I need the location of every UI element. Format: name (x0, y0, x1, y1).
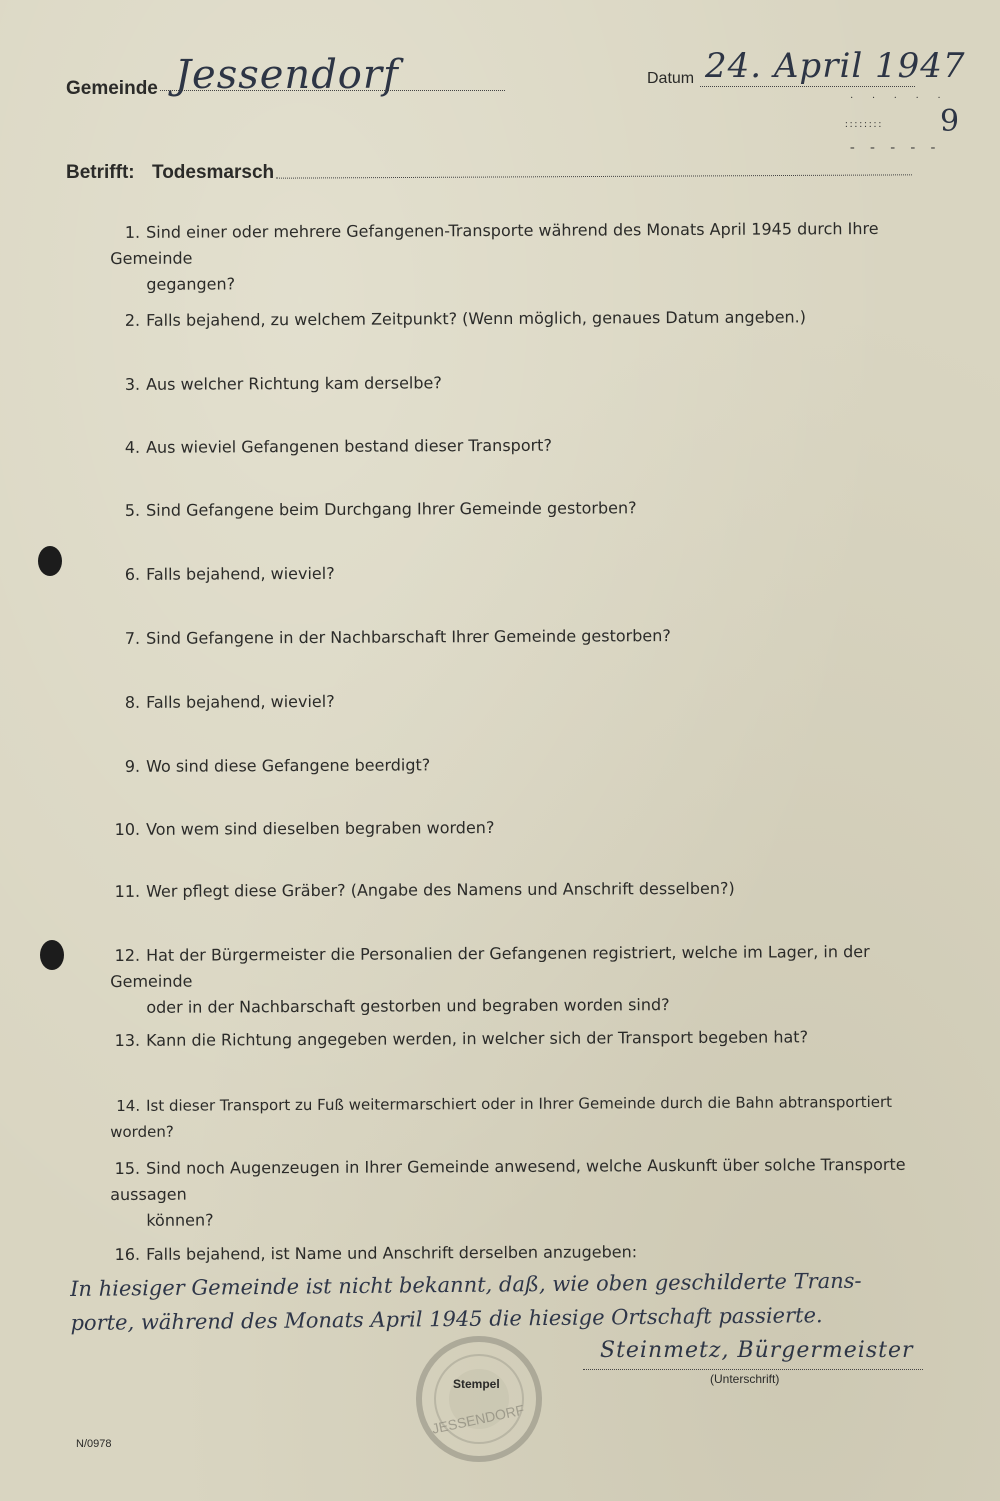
form-code: N/0978 (76, 1438, 112, 1450)
question-14 (110, 1089, 920, 1145)
datum-value: 24. April 1947 (705, 46, 966, 86)
question-number: 14. (116, 1096, 141, 1115)
question-text: Aus wieviel Gefangenen bestand dieser Transport? (146, 435, 552, 457)
question-number: 15. (114, 1158, 141, 1178)
question-text: Aus welcher Richtung kam derselbe? (146, 373, 442, 394)
stamp-text: JESSENDORF (430, 1401, 526, 1437)
question-15 (110, 1152, 920, 1234)
question-number: 8. (124, 692, 141, 712)
municipal-seal-stamp (412, 1332, 547, 1467)
betrifft-label: Betrifft: (66, 162, 135, 183)
question-text-cont: gegangen? (146, 274, 236, 294)
question-4 (110, 431, 920, 461)
question-6 (110, 558, 920, 588)
gemeinde-value: Jessendorf (175, 52, 399, 98)
question-number: 16. (114, 1244, 141, 1264)
signature: Steinmetz, Bürgermeister (600, 1338, 914, 1363)
question-text: Wo sind diese Gefangene beerdigt? (146, 755, 431, 776)
question-text: Kann die Richtung angegeben werden, in welcher sich der Transport begeben hat? (146, 1027, 809, 1050)
question-text: Falls bejahend, wieviel? (146, 563, 335, 584)
question-number: 9. (124, 756, 141, 776)
handwritten-answer (70, 1262, 981, 1340)
question-10 (110, 813, 920, 843)
question-text-cont: können? (146, 1210, 214, 1230)
question-5 (110, 494, 920, 524)
question-number: 4. (124, 437, 141, 457)
gemeinde-line (160, 90, 505, 91)
question-text: Sind einer oder mehrere Gefangenen-Transporte während des Monats April 1945 durch Ihre Gemeinde (110, 218, 879, 268)
question-text-cont: oder in der Nachbarschaft gestorben und begraben worden sind? (146, 995, 670, 1017)
answer-line-1: In hiesiger Gemeinde ist nicht bekannt, daß, wie oben geschilderte Trans- (70, 1268, 862, 1301)
question-7 (110, 622, 920, 652)
question-number: 10. (114, 819, 141, 839)
datum-label: Datum (647, 70, 695, 87)
betrifft-value: Todesmarsch (152, 162, 275, 183)
gemeinde-label: Gemeinde (66, 78, 158, 99)
question-2 (110, 304, 920, 334)
question-text: Von wem sind dieselben begraben worden? (146, 817, 495, 839)
question-number: 5. (124, 500, 141, 520)
datum-line (700, 86, 915, 87)
question-1 (110, 216, 920, 298)
question-number: 13. (114, 1030, 141, 1050)
question-number: 3. (124, 374, 141, 394)
punch-hole-upper (38, 546, 62, 576)
question-3 (110, 368, 920, 398)
question-12 (110, 939, 920, 1021)
signature-label: (Unterschrift) (710, 1372, 780, 1386)
signature-line (583, 1369, 923, 1370)
question-11 (110, 875, 920, 905)
question-13 (110, 1024, 920, 1054)
betrifft-line (276, 174, 912, 178)
question-number: 11. (114, 881, 141, 901)
question-text: Falls bejahend, ist Name und Anschrift derselben anzugeben: (146, 1242, 638, 1264)
perforation-dashes: - - - - - (850, 140, 942, 155)
question-number: 2. (124, 310, 141, 330)
question-text: Hat der Bürgermeister die Personalien der Gefangenen registriert, welche im Lager, in der Gemeinde (110, 942, 870, 991)
question-8 (110, 686, 920, 716)
question-9 (110, 750, 920, 780)
question-number: 1. (124, 222, 141, 242)
question-number: 12. (114, 945, 141, 965)
question-text: Ist dieser Transport zu Fuß weitermarschiert oder in Ihrer Gemeinde durch die Bahn abtransportiert worden? (110, 1092, 893, 1141)
question-text: Wer pflegt diese Gräber? (Angabe des Namens und Anschrift desselben?) (146, 878, 735, 901)
question-number: 7. (124, 628, 141, 648)
answer-line-2: porte, während des Monats April 1945 die hiesige Ortschaft passierte. (70, 1303, 823, 1335)
question-text: Sind Gefangene in der Nachbarschaft Ihrer Gemeinde gestorben? (146, 626, 671, 648)
punch-hole-lower (40, 940, 64, 970)
question-text: Sind Gefangene beim Durchgang Ihrer Gemeinde gestorben? (146, 498, 637, 520)
perforation-dots: · · · · · (850, 93, 949, 104)
perforation-marks: :::::::: (845, 119, 884, 130)
question-text: Falls bejahend, zu welchem Zeitpunkt? (Wenn möglich, genaues Datum angeben.) (146, 307, 807, 330)
archive-number: 9 (940, 104, 961, 139)
question-number: 6. (124, 564, 141, 584)
question-text: Sind noch Augenzeugen in Ihrer Gemeinde anwesend, welche Auskunft über solche Transporte aussagen (110, 1154, 906, 1204)
stamp-label: Stempel (453, 1377, 500, 1391)
question-text: Falls bejahend, wieviel? (146, 691, 335, 712)
